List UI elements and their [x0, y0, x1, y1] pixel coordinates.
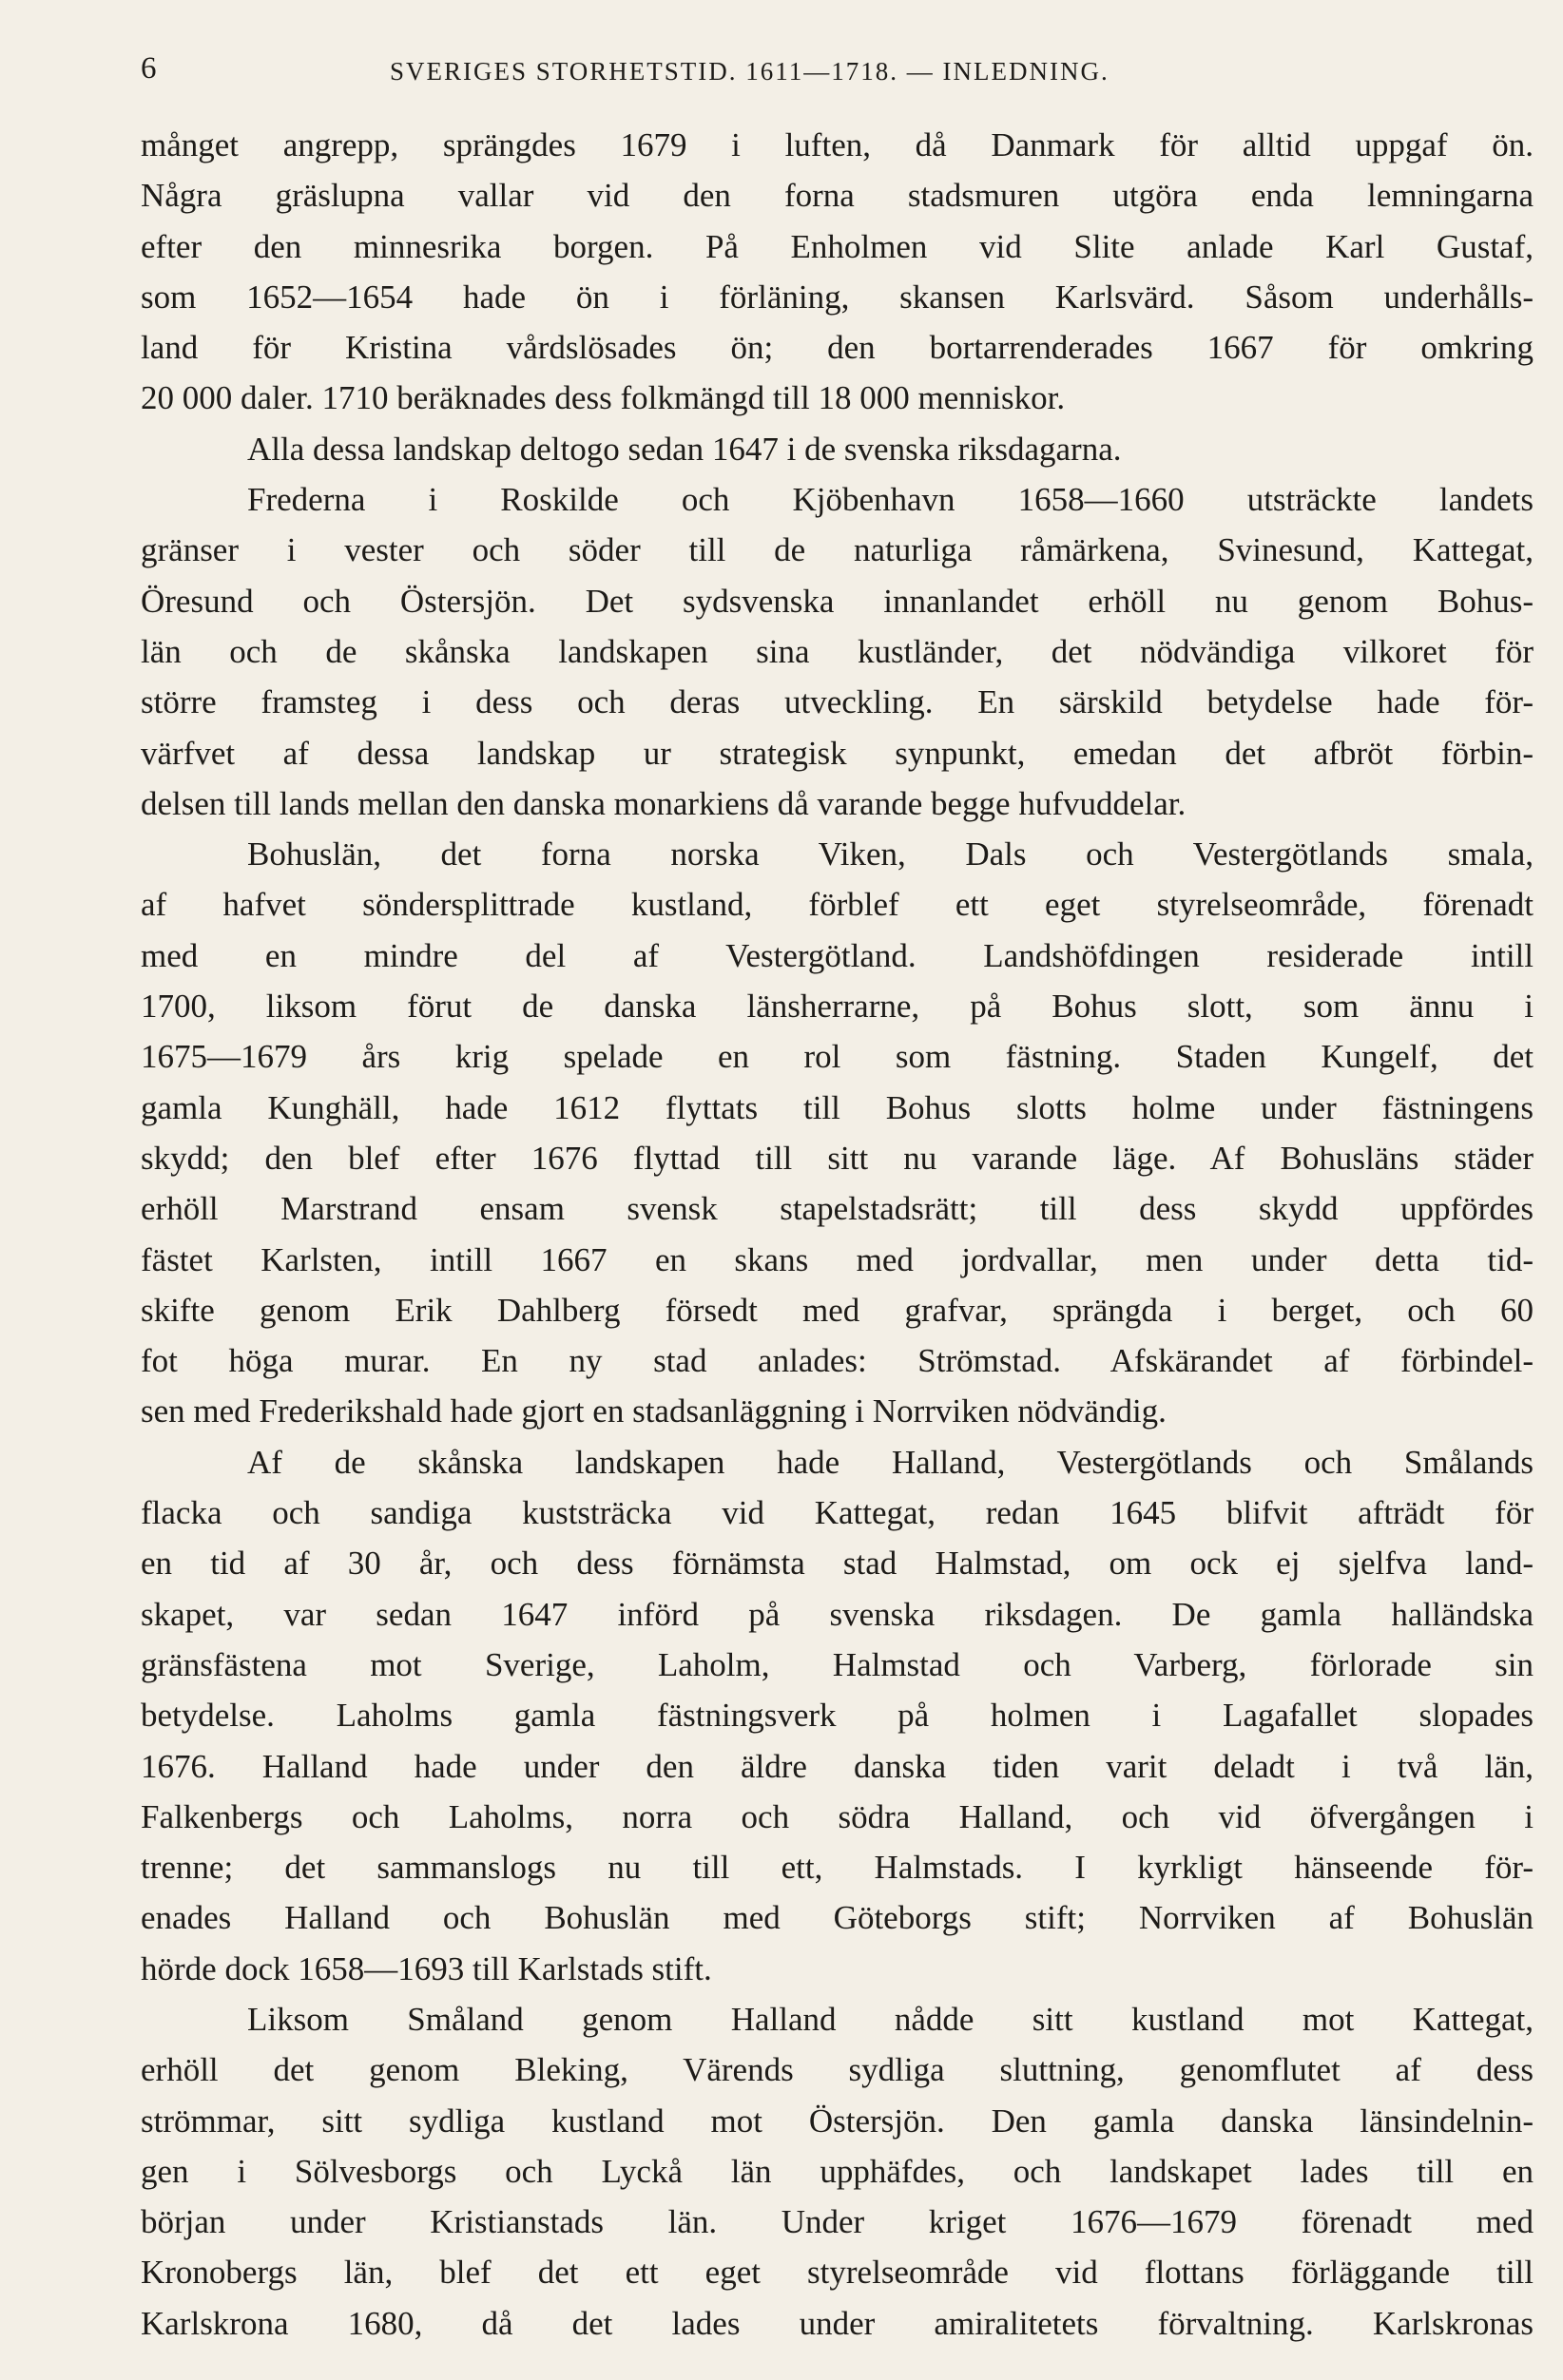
- text-line: månget angrepp, sprängdes 1679 i luften, då Danmark för alltid uppgaf ön.: [141, 126, 1534, 163]
- text-line: fästet Karlsten, intill 1667 en skans med jordvallar, men under detta tid-: [141, 1240, 1534, 1278]
- text-line: erhöll Marstrand ensam svensk stapelstadsrätt; till dess skydd uppfördes: [141, 1190, 1534, 1228]
- text-line: gränser i vester och söder till de naturliga råmärkena, Svinesund, Kattegat,: [141, 531, 1534, 569]
- text-line: Falkenbergs och Laholms, norra och södra Halland, och vid öfvergången i: [141, 1797, 1534, 1835]
- text-line: 20 000 daler. 1710 beräknades dess folkmängd till 18 000 menniskor.: [141, 379, 1066, 417]
- text-line: värfvet af dessa landskap ur strategisk synpunkt, emedan det afbröt förbin-: [141, 734, 1534, 772]
- text-line: efter den minnesrika borgen. På Enholmen vid Slite anlade Karl Gustaf,: [141, 227, 1534, 265]
- text-line: skifte genom Erik Dahlberg försedt med grafvar, sprängda i berget, och 60: [141, 1291, 1534, 1329]
- text-line: Några gräslupna vallar vid den forna stadsmuren utgöra enda lemningarna: [141, 177, 1534, 215]
- text-line: början under Kristianstads län. Under kriget 1676—1679 förenadt med: [141, 2203, 1534, 2241]
- text-line: trenne; det sammanslogs nu till ett, Halmstads. I kyrkligt hänseende för-: [141, 1849, 1534, 1887]
- text-line: hörde dock 1658—1693 till Karlstads stift.: [141, 1949, 712, 1987]
- text-line: Frederna i Roskilde och Kjöbenhavn 1658—1660 utsträckte landets: [247, 481, 1534, 519]
- text-line: med en mindre del af Vestergötland. Landshöfdingen residerade intill: [141, 936, 1534, 974]
- text-line: gamla Kunghäll, hade 1612 flyttats till Bohus slotts holme under fästningens: [141, 1088, 1534, 1126]
- text-line: som 1652—1654 hade ön i förläning, skansen Karlsvärd. Såsom underhålls-: [141, 278, 1534, 316]
- text-line: land för Kristina vårdslösades ön; den bortarrenderades 1667 för omkring: [141, 329, 1534, 367]
- text-line: Kronobergs län, blef det ett eget styrelseområde vid flottans förläggande till: [141, 2254, 1534, 2292]
- text-line: Öresund och Östersjön. Det sydsvenska innanlandet erhöll nu genom Bohus-: [141, 582, 1534, 620]
- text-line: län och de skånska landskapen sina kustländer, det nödvändiga vilkoret för: [141, 632, 1534, 670]
- text-line: erhöll det genom Bleking, Värends sydliga sluttning, genomflutet af dess: [141, 2051, 1534, 2089]
- text-line: delsen till lands mellan den danska monarkiens då varande begge hufvuddelar.: [141, 784, 1187, 822]
- page-number: 6: [141, 51, 157, 86]
- text-line: enades Halland och Bohuslän med Göteborgs stift; Norrviken af Bohuslän: [141, 1899, 1534, 1937]
- text-line: 1700, liksom förut de danska länsherrarne, på Bohus slott, som ännu i: [141, 988, 1534, 1026]
- page-header: [141, 48, 1491, 91]
- text-line: Liksom Småland genom Halland nådde sitt kustland mot Kattegat,: [247, 2000, 1534, 2038]
- text-line: sen med Frederikshald hade gjort en stadsanläggning i Norrviken nödvändig.: [141, 1392, 1167, 1430]
- text-line: gränsfästena mot Sverige, Laholm, Halmstad och Varberg, förlorade sin: [141, 1645, 1534, 1683]
- text-line: Af de skånska landskapen hade Halland, Vestergötlands och Smålands: [247, 1443, 1534, 1481]
- text-line: en tid af 30 år, och dess förnämsta stad Halmstad, om ock ej sjelfva land-: [141, 1545, 1534, 1583]
- text-line: större framsteg i dess och deras utveckling. En särskild betydelse hade för-: [141, 683, 1534, 721]
- body-text: [141, 120, 1534, 2349]
- text-line: Karlskrona 1680, då det lades under amiralitetets förvaltning. Karlskronas: [141, 2304, 1534, 2342]
- running-title: SVERIGES STORHETSTID. 1611—1718. — INLEDNING.: [390, 57, 1110, 86]
- text-line: skydd; den blef efter 1676 flyttad till sitt nu varande läge. Af Bohusläns städer: [141, 1139, 1534, 1177]
- text-line: 1675—1679 års krig spelade en rol som fästning. Staden Kungelf, det: [141, 1038, 1534, 1076]
- text-line: gen i Sölvesborgs och Lyckå län upphäfdes, och landskapet lades till en: [141, 2152, 1534, 2190]
- text-line: fot höga murar. En ny stad anlades: Strömstad. Afskärandet af förbindel-: [141, 1342, 1534, 1380]
- text-line: Alla dessa landskap deltogo sedan 1647 i de svenska riksdagarna.: [247, 430, 1122, 468]
- text-line: skapet, var sedan 1647 införd på svenska riksdagen. De gamla halländska: [141, 1595, 1534, 1633]
- text-line: af hafvet söndersplittrade kustland, förblef ett eget styrelseområde, förenadt: [141, 886, 1534, 924]
- text-line: flacka och sandiga kuststräcka vid Kattegat, redan 1645 blifvit afträdt för: [141, 1494, 1534, 1532]
- text-line: betydelse. Laholms gamla fästningsverk på holmen i Lagafallet slopades: [141, 1697, 1534, 1735]
- text-line: 1676. Halland hade under den äldre danska tiden varit deladt i två län,: [141, 1747, 1534, 1785]
- text-line: strömmar, sitt sydliga kustland mot Östersjön. Den gamla danska länsindelnin-: [141, 2102, 1534, 2140]
- text-line: Bohuslän, det forna norska Viken, Dals och Vestergötlands smala,: [247, 835, 1534, 873]
